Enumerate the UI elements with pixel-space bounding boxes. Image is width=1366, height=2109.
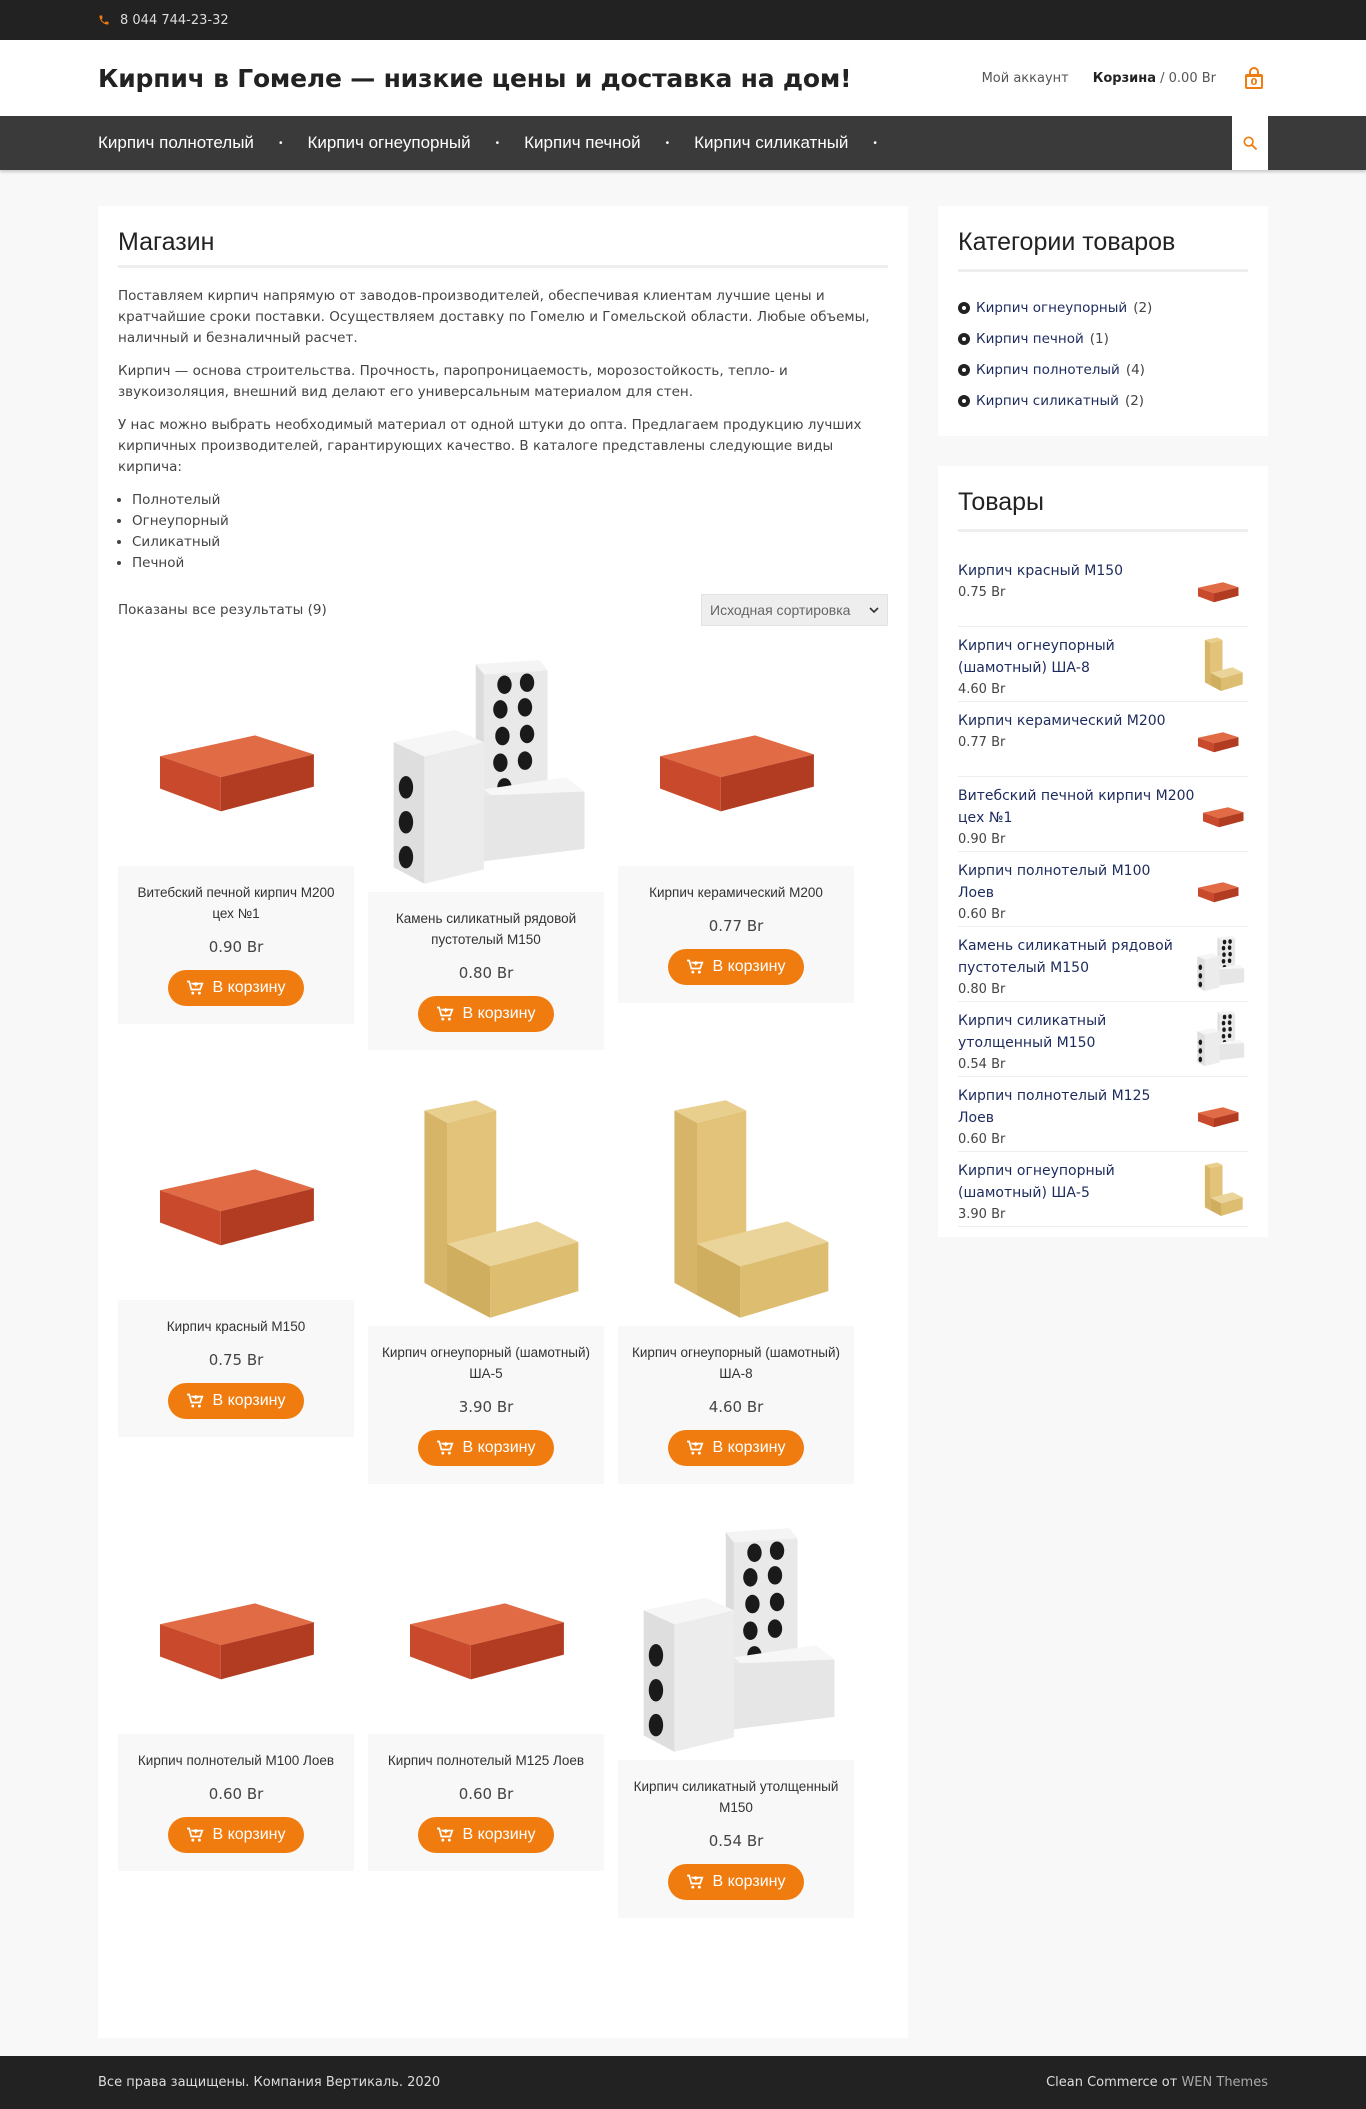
intro-paragraph: У нас можно выбрать необходимый материал от одной штуки до опта. Предлагаем продукцию лучших кирпичных производителей, гарантирующих качество. В каталоге представлены следующие виды кирпича: <box>118 417 862 475</box>
product-card[interactable] <box>118 1090 354 1437</box>
sidebar-product-item[interactable] <box>958 927 1248 1002</box>
add-to-cart-button[interactable] <box>668 1864 804 1900</box>
product-price: 3.90 Br <box>458 1398 514 1416</box>
theme-name-link[interactable]: Clean Commerce <box>1046 2075 1158 2090</box>
category-item[interactable] <box>958 292 1248 323</box>
sidebar-product-info <box>958 1160 1192 1226</box>
product-name[interactable]: Кирпич полнотелый М125 Лоев <box>387 1753 585 1768</box>
phone-icon <box>98 14 110 26</box>
sidebar-product-item[interactable] <box>958 627 1248 702</box>
copyright-text: Все права защищены. Компания Вертикаль. 2020 <box>98 2075 441 2090</box>
cart-add-icon <box>686 959 704 975</box>
category-link[interactable]: Кирпич огнеупорный <box>976 299 1128 316</box>
category-count: (1) <box>1089 330 1109 347</box>
category-item[interactable] <box>958 323 1248 354</box>
product-card[interactable] <box>618 1090 854 1484</box>
cart-total-link[interactable] <box>1093 71 1216 86</box>
add-to-cart-button[interactable] <box>668 1430 804 1466</box>
sidebar-product-image[interactable] <box>1192 635 1248 693</box>
cart-add-icon <box>186 1393 204 1409</box>
sidebar-product-price: 0.60 Br <box>958 907 1006 922</box>
nav-separator: • <box>278 137 283 149</box>
bullet-icon <box>958 302 970 314</box>
nav-item-label: Кирпич полнотелый <box>98 133 254 152</box>
search-button[interactable] <box>1232 116 1268 170</box>
nav-separator: • <box>873 137 877 149</box>
add-to-cart-label: В корзину <box>462 1439 536 1456</box>
sidebar-product-price: 0.54 Br <box>958 1057 1006 1072</box>
sidebar-product-name[interactable]: Кирпич огнеупорный (шамотный) ША-8 <box>958 638 1115 676</box>
product-price: 0.54 Br <box>708 1832 764 1850</box>
sidebar-product-name[interactable]: Кирпич красный М150 <box>958 563 1124 579</box>
add-to-cart-button[interactable] <box>168 1817 304 1853</box>
product-name[interactable]: Витебский печной кирпич М200 цех №1 <box>137 885 335 921</box>
nav-item-label: Кирпич силикатный <box>694 133 849 152</box>
sidebar-product-image[interactable] <box>1198 785 1248 843</box>
header-links <box>982 65 1268 91</box>
cart-add-icon <box>436 1440 454 1456</box>
product-price: 0.75 Br <box>208 1351 264 1369</box>
sidebar-product-info <box>958 635 1192 701</box>
sidebar-product-name[interactable]: Камень силикатный рядовой пустотелый М150 <box>958 938 1173 976</box>
product-name[interactable]: Кирпич красный М150 <box>166 1319 306 1334</box>
sidebar-product-item[interactable] <box>958 852 1248 927</box>
product-price: 0.80 Br <box>458 964 514 982</box>
site-header <box>0 40 1366 116</box>
product-card[interactable] <box>368 1090 604 1484</box>
nav-separator: • <box>495 137 500 149</box>
result-count: Показаны все результаты (9) <box>118 602 327 618</box>
my-account-link[interactable]: Мой аккаунт <box>981 70 1069 86</box>
shop-intro <box>118 286 888 574</box>
cart-count: 0 <box>1245 74 1263 89</box>
product-image[interactable] <box>618 656 854 866</box>
sidebar-products-list <box>958 552 1248 1227</box>
add-to-cart-label: В корзину <box>462 1005 536 1022</box>
sidebar-product-item[interactable] <box>958 1077 1248 1152</box>
sidebar-product-info <box>958 935 1192 1001</box>
cart-add-icon <box>436 1827 454 1843</box>
product-price: 0.90 Br <box>208 938 264 956</box>
nav-menu <box>98 133 902 153</box>
product-card[interactable] <box>618 1524 854 1918</box>
add-to-cart-button[interactable] <box>668 949 804 985</box>
product-name[interactable]: Кирпич полнотелый М100 Лоев <box>137 1753 335 1768</box>
sidebar-product-item[interactable] <box>958 1152 1248 1227</box>
cart-add-icon <box>186 980 204 996</box>
sidebar-product-image[interactable] <box>1188 560 1248 618</box>
product-card[interactable] <box>368 1524 604 1871</box>
add-to-cart-button[interactable] <box>168 1383 304 1419</box>
search-icon <box>1242 135 1258 151</box>
sidebar <box>938 206 1268 2038</box>
category-item[interactable] <box>958 354 1248 385</box>
product-name[interactable]: Кирпич силикатный утолщенный М150 <box>633 1779 839 1815</box>
sidebar-product-info <box>958 785 1198 851</box>
add-to-cart-label: В корзину <box>462 1826 536 1843</box>
product-name[interactable]: Камень силикатный рядовой пустотелый М150 <box>395 911 577 947</box>
sort-select[interactable] <box>701 594 888 626</box>
add-to-cart-button[interactable] <box>168 970 304 1006</box>
sidebar-product-image[interactable] <box>1189 1085 1248 1143</box>
chevron-down-icon <box>869 605 879 615</box>
add-to-cart-button[interactable] <box>418 1817 554 1853</box>
category-link[interactable]: Кирпич печной <box>976 330 1084 347</box>
add-to-cart-label: В корзину <box>712 958 786 975</box>
sidebar-product-item[interactable] <box>958 777 1248 852</box>
sidebar-product-price: 3.90 Br <box>958 1207 1006 1222</box>
category-link[interactable]: Кирпич полнотелый <box>976 361 1120 378</box>
sidebar-product-info <box>958 860 1189 926</box>
sidebar-product-info <box>958 1010 1192 1076</box>
sidebar-product-name[interactable]: Кирпич огнеупорный (шамотный) ША-5 <box>958 1163 1115 1201</box>
category-count: (2) <box>1133 299 1153 316</box>
add-to-cart-label: В корзину <box>212 979 286 996</box>
sidebar-product-image[interactable] <box>1188 710 1248 768</box>
sort-selected-value: Исходная сортировка <box>710 602 851 618</box>
list-item: • Печной <box>132 553 888 574</box>
add-to-cart-label: В корзину <box>712 1439 786 1456</box>
product-image[interactable] <box>368 1090 604 1326</box>
shop-toolbar <box>118 594 888 626</box>
product-card[interactable] <box>618 656 854 1003</box>
nav-item-label: Кирпич огнеупорный <box>307 133 471 152</box>
cart-add-icon <box>186 1827 204 1843</box>
list-item: • Полнотелый <box>132 490 888 511</box>
nav-item-polnotelyi[interactable] <box>98 133 307 153</box>
site-title[interactable]: Кирпич в Гомеле — низкие цены и доставка на дом! <box>98 63 852 93</box>
product-price: 0.60 Br <box>458 1785 514 1803</box>
intro-paragraph: Поставляем кирпич напрямую от заводов-производителей, обеспечивая клиентам лучшие цены и кратчайшие сроки поставки. Осуществляем доставку по Гомелю и Гомельской области. Любые объемы, наличный и безналичный расчет. <box>118 288 870 346</box>
add-to-cart-button[interactable] <box>418 996 554 1032</box>
top-bar <box>0 0 1366 40</box>
nav-item-pechnoi[interactable] <box>524 133 694 153</box>
sidebar-product-name[interactable]: Кирпич полнотелый М125 Лоев <box>958 1088 1151 1126</box>
nav-item-silikatnyi[interactable] <box>694 133 902 153</box>
sidebar-product-item[interactable] <box>958 1002 1248 1077</box>
product-price: 0.60 Br <box>208 1785 264 1803</box>
product-image[interactable] <box>368 1524 604 1734</box>
product-image[interactable] <box>368 656 604 892</box>
sidebar-product-name[interactable]: Кирпич керамический М200 <box>958 713 1166 729</box>
shop-main <box>98 206 908 2038</box>
sidebar-product-info <box>958 1085 1189 1151</box>
cart-add-icon <box>436 1006 454 1022</box>
product-price: 0.77 Br <box>708 917 764 935</box>
sidebar-product-price: 0.90 Br <box>958 832 1006 847</box>
cart-icon[interactable] <box>1240 65 1268 91</box>
product-name[interactable]: Кирпич керамический М200 <box>649 885 823 900</box>
list-item: • Огнеупорный <box>132 511 888 532</box>
category-count: (4) <box>1125 361 1145 378</box>
sidebar-product-item[interactable] <box>958 702 1248 777</box>
cart-add-icon <box>686 1440 704 1456</box>
product-card[interactable] <box>118 1524 354 1871</box>
add-to-cart-label: В корзину <box>212 1392 286 1409</box>
phone-contact[interactable] <box>98 13 229 28</box>
bullet-icon <box>958 395 970 407</box>
nav-item-ogneupornyi[interactable] <box>307 133 524 153</box>
product-name[interactable]: Кирпич огнеупорный (шамотный) ША-8 <box>631 1345 841 1381</box>
sidebar-product-image[interactable] <box>1192 1010 1248 1068</box>
sidebar-product-item[interactable] <box>958 552 1248 627</box>
product-image[interactable] <box>618 1524 854 1760</box>
categories-list <box>958 292 1248 416</box>
category-count: (2) <box>1124 392 1145 409</box>
sidebar-product-image[interactable] <box>1189 860 1248 918</box>
product-image[interactable] <box>118 1524 354 1734</box>
sidebar-product-info <box>958 710 1166 754</box>
sidebar-product-price: 0.80 Br <box>958 982 1006 997</box>
phone-number: 8 044 744-23-32 <box>120 12 229 28</box>
sidebar-product-price: 4.60 Br <box>958 682 1006 697</box>
intro-paragraph: Кирпич — основа строительства. Прочность, паропроницаемость, морозостойкость, тепло- и звукоизоляция, внешний вид делают его универсальным материалом для стен. <box>118 363 788 400</box>
widget-title: Товары <box>958 488 1248 532</box>
cart-label: Корзина <box>1092 70 1156 86</box>
add-to-cart-label: В корзину <box>212 1826 286 1843</box>
sidebar-product-info <box>958 560 1123 604</box>
theme-by: от <box>1157 2075 1182 2090</box>
bullet-icon <box>958 364 970 376</box>
categories-widget <box>938 206 1268 436</box>
list-item: • Силикатный <box>132 532 888 553</box>
nav-item-label: Кирпич печной <box>524 133 641 152</box>
sidebar-product-price: 0.77 Br <box>958 735 1006 750</box>
add-to-cart-button[interactable] <box>418 1430 554 1466</box>
widget-title: Категории товаров <box>958 228 1248 272</box>
product-name[interactable]: Кирпич огнеупорный (шамотный) ША-5 <box>381 1345 591 1381</box>
main-navigation <box>0 116 1366 170</box>
theme-author-link[interactable]: WEN Themes <box>1181 2075 1268 2090</box>
products-widget <box>938 466 1268 1237</box>
sidebar-product-price: 0.75 Br <box>958 585 1006 600</box>
product-price: 4.60 Br <box>708 1398 764 1416</box>
page-title: Магазин <box>118 228 888 268</box>
product-image[interactable] <box>118 656 354 866</box>
product-card[interactable] <box>118 656 354 1024</box>
add-to-cart-label: В корзину <box>712 1873 786 1890</box>
product-grid <box>118 656 888 1958</box>
product-image[interactable] <box>118 1090 354 1300</box>
category-link[interactable]: Кирпич силикатный <box>976 392 1119 409</box>
product-card[interactable] <box>368 656 604 1050</box>
nav-separator: • <box>665 137 670 149</box>
category-item[interactable] <box>958 385 1248 416</box>
sidebar-product-image[interactable] <box>1192 935 1248 993</box>
brick-types-list <box>132 490 888 574</box>
content-area <box>0 206 1366 2038</box>
cart-add-icon <box>686 1874 704 1890</box>
sidebar-product-price: 0.60 Br <box>958 1132 1006 1147</box>
sidebar-product-name[interactable]: Кирпич полнотелый М100 Лоев <box>958 863 1151 901</box>
sidebar-product-name[interactable]: Витебский печной кирпич М200 цех №1 <box>958 788 1195 826</box>
product-image[interactable] <box>618 1090 854 1326</box>
site-footer <box>0 2056 1366 2109</box>
theme-credit <box>1046 2075 1268 2090</box>
cart-total: / 0.00 Br <box>1156 70 1216 86</box>
sidebar-product-name[interactable]: Кирпич силикатный утолщенный М150 <box>958 1013 1107 1051</box>
bullet-icon <box>958 333 970 345</box>
sidebar-product-image[interactable] <box>1192 1160 1248 1218</box>
